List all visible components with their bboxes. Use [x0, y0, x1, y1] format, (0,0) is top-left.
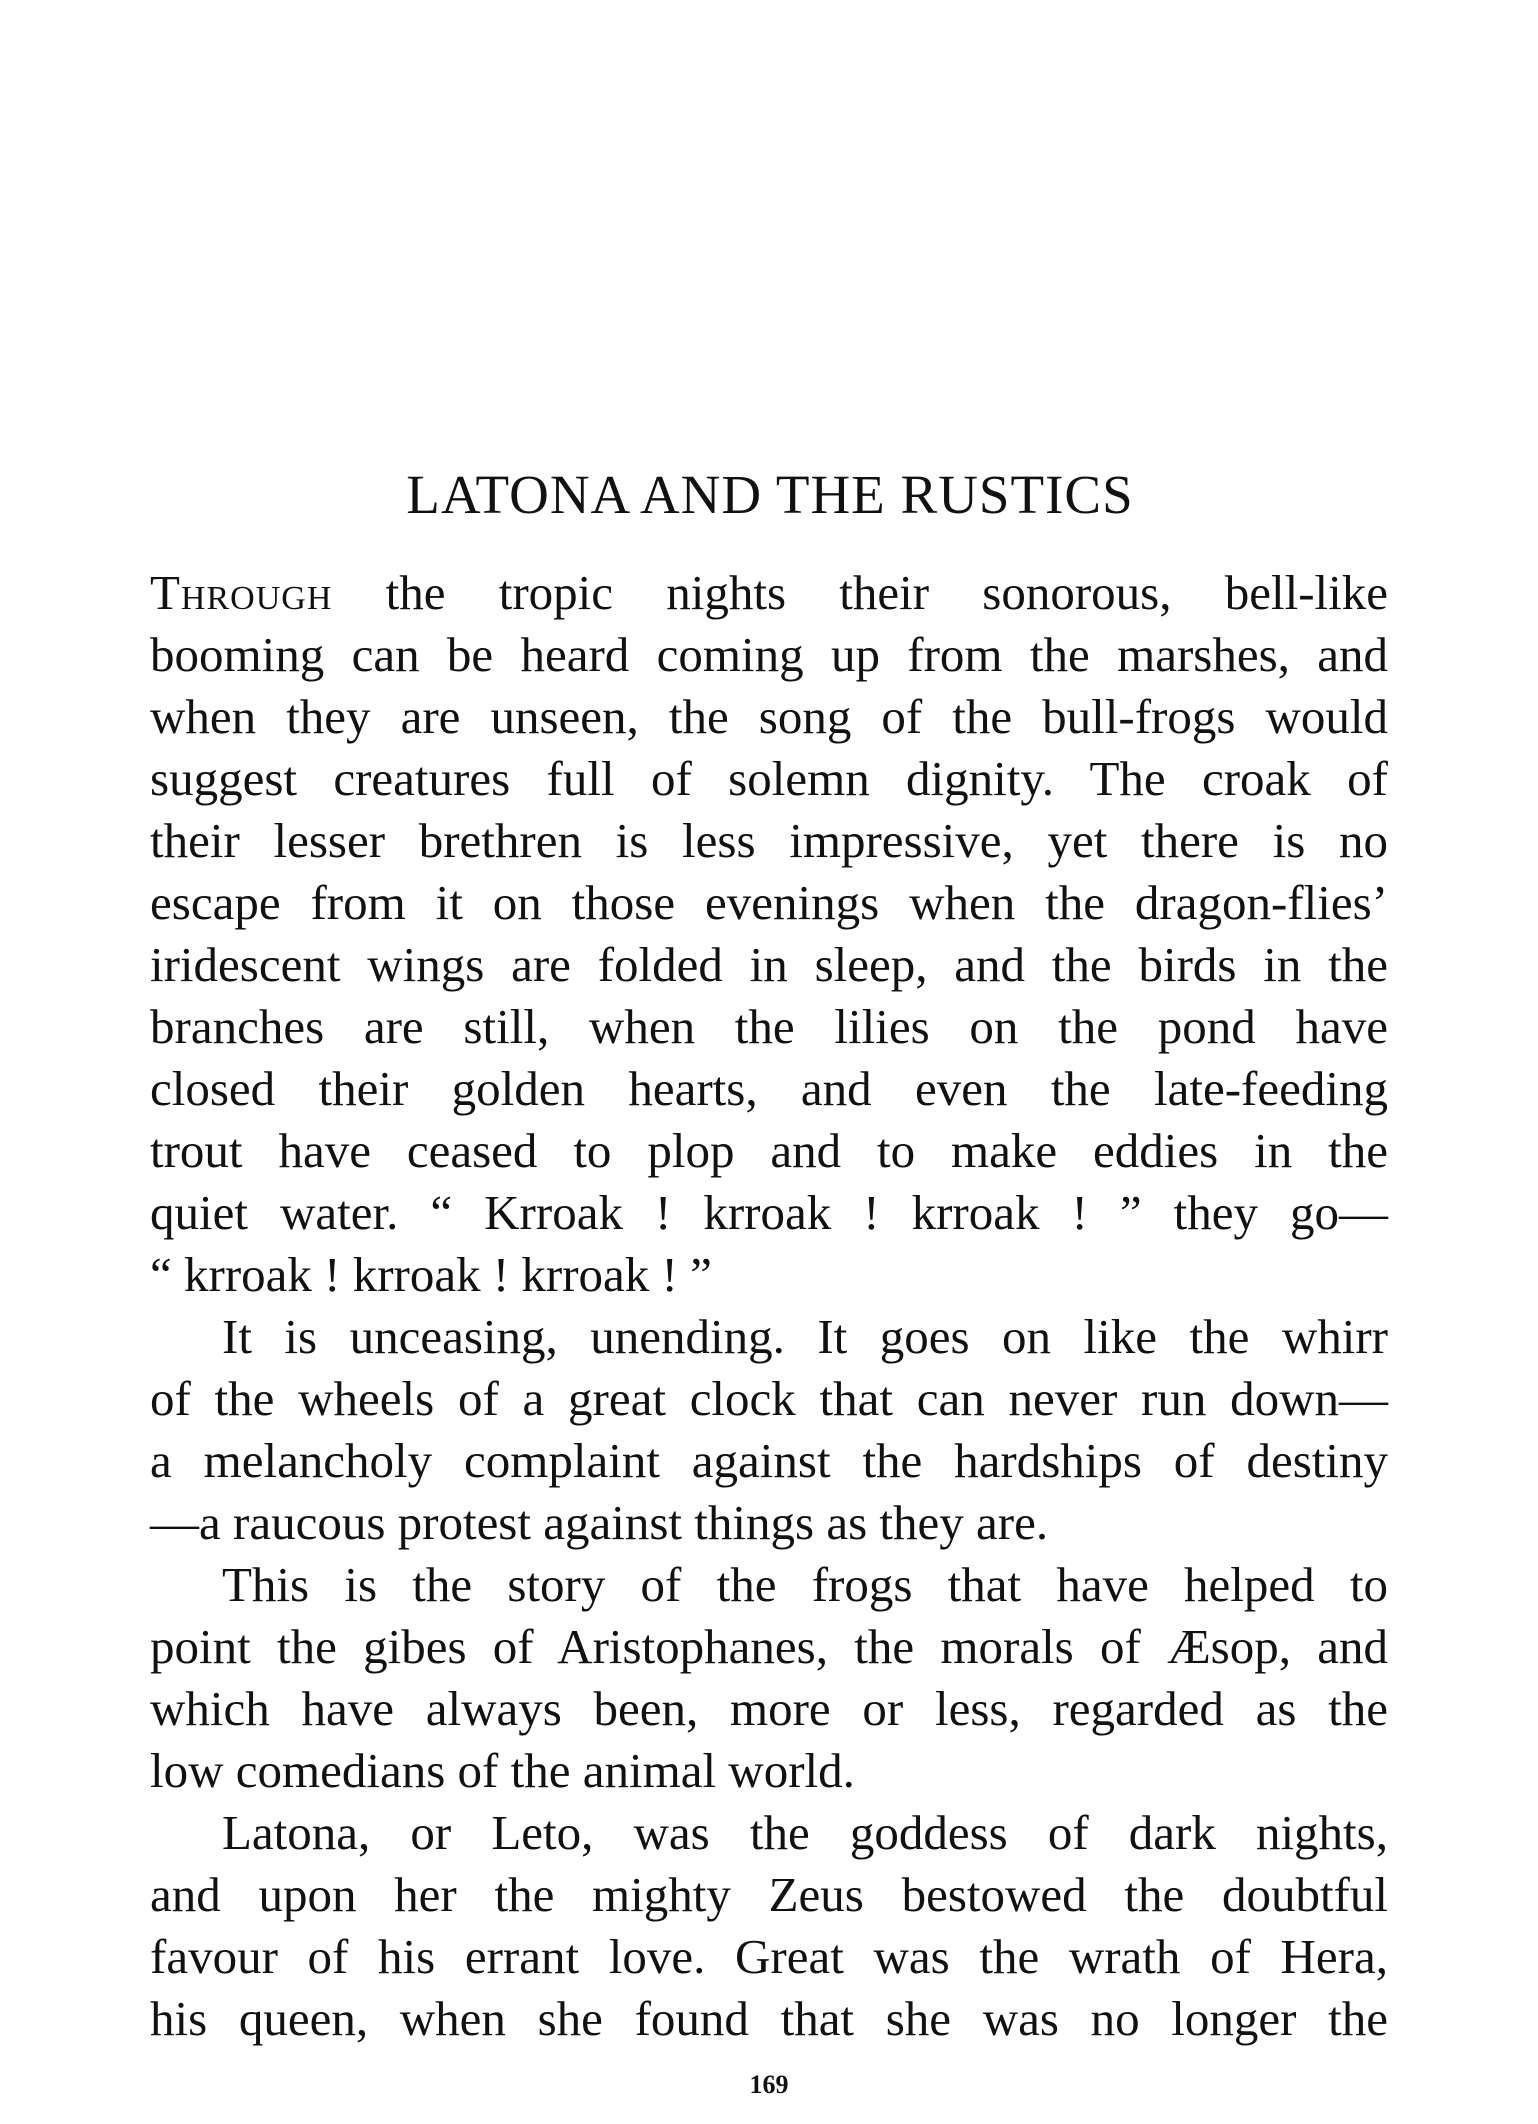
text-line: “ krroak ! krroak ! krroak ! ” [150, 1247, 712, 1302]
text-line: Through the tropic nights their sonorous, bell-like [150, 565, 1388, 620]
text-line: iridescent wings are folded in sleep, and the birds in the [150, 937, 1388, 992]
text-line: It is unceasing, unending. It goes on like the whirr [222, 1309, 1388, 1364]
page-number: 169 [749, 2070, 789, 2099]
text-line: trout have ceased to plop and to make eddies in the [150, 1123, 1388, 1178]
text-line: —a raucous protest against things as they are. [150, 1495, 1049, 1550]
paragraph-1 [150, 562, 1388, 1306]
drop-lead-word: Through [150, 565, 333, 620]
paragraph-2 [150, 1306, 1388, 1554]
text-line: closed their golden hearts, and even the late-feeding [150, 1061, 1388, 1116]
text-line: booming can be heard coming up from the marshes, and [150, 627, 1388, 682]
text-line: which have always been, more or less, regarded as the [150, 1681, 1388, 1736]
text-line: favour of his errant love. Great was the wrath of Hera, [150, 1929, 1388, 1984]
text-line: suggest creatures full of solemn dignity. The croak of [150, 751, 1388, 806]
text-line: of the wheels of a great clock that can never run down— [150, 1371, 1388, 1426]
text-line: and upon her the mighty Zeus bestowed the doubtful [150, 1867, 1388, 1922]
paragraph-3 [150, 1554, 1388, 1802]
text-line: Latona, or Leto, was the goddess of dark nights, [222, 1805, 1388, 1860]
paragraph-4 [150, 1802, 1388, 2050]
text-line: This is the story of the frogs that have helped to [222, 1557, 1388, 1612]
text-line: low comedians of the animal world. [150, 1743, 855, 1798]
text-line: when they are unseen, the song of the bull-frogs would [150, 689, 1388, 744]
text-line: his queen, when she found that she was no longer the [150, 1991, 1388, 2046]
body-text [150, 562, 1388, 2050]
text-line: branches are still, when the lilies on the pond have [150, 999, 1388, 1054]
text-line: point the gibes of Aristophanes, the morals of Æsop, and [150, 1619, 1388, 1674]
text-line: a melancholy complaint against the hardships of destiny [150, 1433, 1388, 1488]
text-line: escape from it on those evenings when the dragon-flies’ [150, 875, 1388, 930]
text-line: quiet water. “ Krroak ! krroak ! krroak ! ” they go— [150, 1185, 1388, 1240]
chapter-title: LATONA AND THE RUSTICS [406, 464, 1134, 525]
text-line: their lesser brethren is less impressive, yet there is no [150, 813, 1388, 868]
